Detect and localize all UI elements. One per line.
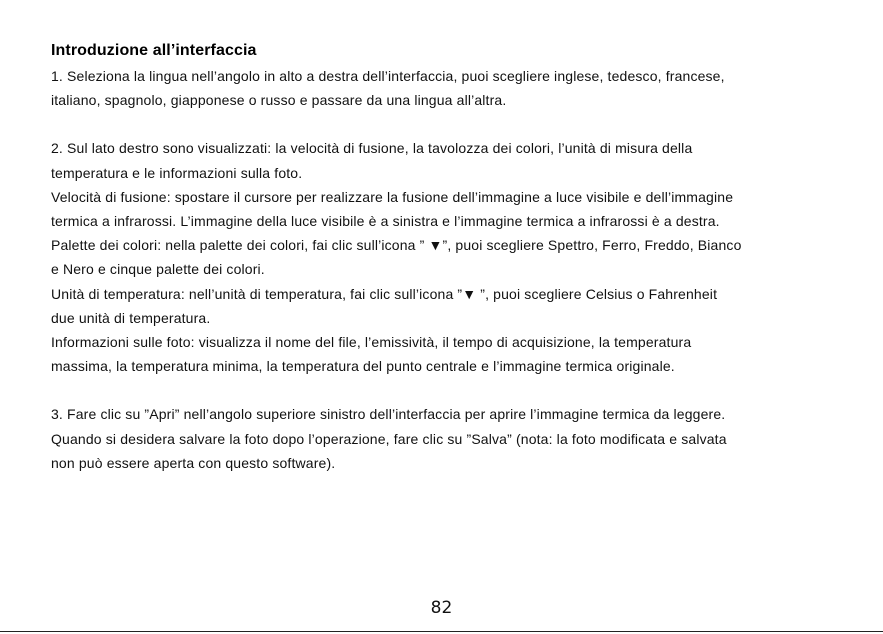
text-line: non può essere aperta con questo software). — [51, 454, 336, 471]
text-line-fusion-speed: Velocità di fusione: spostare il cursore per realizzare la fusione dell’immagine a luce visibile e dell’immagine — [51, 188, 734, 205]
text-line: Quando si desidera salvare la foto dopo l’operazione, fare clic su ”Salva” (nota: la foto modificata e salvata — [51, 430, 727, 447]
paragraph-spacer — [51, 112, 851, 136]
manual-page — [51, 40, 851, 475]
paragraph-language — [51, 64, 851, 112]
text-line: due unità di temperatura. — [51, 309, 211, 326]
text-line: e Nero e cinque palette dei colori. — [51, 261, 265, 278]
text-line: 1. Seleziona la lingua nell’angolo in alto a destra dell’interfaccia, puoi scegliere inglese, tedesco, francese, — [51, 68, 725, 84]
text-line-color-palette: Palette dei colori: nella palette dei colori, fai clic sull’icona ” ▼”, puoi scegliere Spettro, Ferro, Freddo, Bianco — [51, 237, 742, 254]
paragraph-open-save — [51, 402, 851, 475]
text-line: temperatura e le informazioni sulla foto. — [51, 164, 303, 181]
text-line: termica a infrarossi. L’immagine della luce visibile è a sinistra e l’immagine termica a infrarossi è a destra. — [51, 213, 720, 230]
text-line: 2. Sul lato destro sono visualizzati: la velocità di fusione, la tavolozza dei colori, l’unità di misura della — [51, 140, 693, 157]
text-line: 3. Fare clic su ”Apri” nell’angolo superiore sinistro dell’interfaccia per aprire l’immagine termica da leggere. — [51, 406, 726, 423]
paragraph-right-panel — [51, 136, 851, 378]
text-line: italiano, spagnolo, giapponese o russo e passare da una lingua all’altra. — [51, 92, 507, 109]
text-line-photo-info: Informazioni sulle foto: visualizza il nome del file, l’emissività, il tempo di acquisizione, la temperatura — [51, 334, 692, 351]
text-line: massima, la temperatura minima, la temperatura del punto centrale e l’immagine termica originale. — [51, 358, 675, 375]
paragraph-spacer — [51, 378, 851, 402]
text-line-temperature-unit: Unità di temperatura: nell’unità di temperatura, fai clic sull’icona ”▼ ”, puoi scegliere Celsius o Fahrenheit — [51, 285, 718, 302]
page-number: 82 — [430, 598, 453, 618]
section-heading: Introduzione all’interfaccia — [51, 42, 257, 59]
footer-divider — [0, 631, 883, 632]
